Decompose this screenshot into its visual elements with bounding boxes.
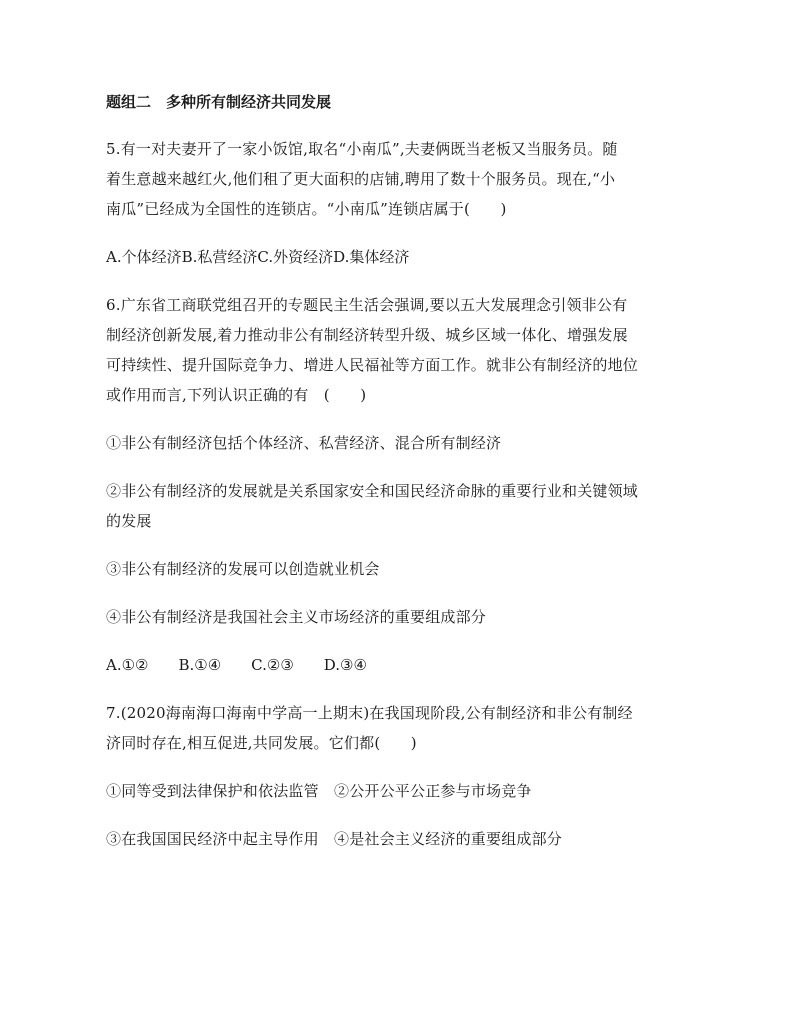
question-6-statement-1 bbox=[106, 428, 681, 458]
question-6-options: A.①② B.①④ C.②③ D.③④ bbox=[106, 656, 367, 674]
question-6-line-1: 6.广东省工商联党组召开的专题民主生活会强调,要以五大发展理念引领非公有 bbox=[106, 296, 628, 314]
question-6-statement-3 bbox=[106, 554, 681, 584]
question-7-line-1: 7.(2020海南海口海南中学高一上期末)在我国现阶段,公有制经济和非公有制经 bbox=[106, 704, 633, 722]
question-7-line-2: 济同时存在,相互促进,共同发展。它们都( ) bbox=[106, 734, 417, 752]
statement-line: ①非公有制经济包括个体经济、私营经济、混合所有制经济 bbox=[106, 434, 502, 452]
question-6-line-3: 可持续性、提升国际竞争力、增进人民福祉等方面工作。就非公有制经济的地位 bbox=[106, 356, 639, 374]
question-7-statements-row-2 bbox=[106, 824, 681, 854]
section-heading: 题组二 多种所有制经济共同发展 bbox=[106, 93, 332, 111]
question-6-stem bbox=[106, 290, 681, 410]
question-6-line-4: 或作用而言,下列认识正确的有 ( ) bbox=[106, 386, 367, 404]
question-6-statement-4 bbox=[106, 602, 681, 632]
worksheet-page bbox=[106, 88, 681, 872]
question-6-line-2: 制经济创新发展,着力推动非公有制经济转型升级、城乡区域一体化、增强发展 bbox=[106, 326, 628, 344]
question-5-line-1: 5.有一对夫妻开了一家小饭馆,取名“小南瓜”,夫妻俩既当老板又当服务员。随 bbox=[106, 140, 618, 158]
statement-line: 的发展 bbox=[106, 512, 152, 530]
statement-line: ①同等受到法律保护和依法监管 ②公开公平公正参与市场竞争 bbox=[106, 782, 532, 800]
statement-line: ③在我国国民经济中起主导作用 ④是社会主义经济的重要组成部分 bbox=[106, 830, 563, 848]
question-7-statements-row-1 bbox=[106, 776, 681, 806]
question-5-stem bbox=[106, 134, 681, 224]
question-6-statement-2 bbox=[106, 476, 681, 536]
statement-line: ④非公有制经济是我国社会主义市场经济的重要组成部分 bbox=[106, 608, 487, 626]
question-5-options: A.个体经济B.私营经济C.外资经济D.集体经济 bbox=[106, 248, 410, 266]
statement-line: ③非公有制经济的发展可以创造就业机会 bbox=[106, 560, 380, 578]
question-5-line-2: 着生意越来越红火,他们租了更大面积的店铺,聘用了数十个服务员。现在,“小 bbox=[106, 170, 616, 188]
statement-line: ②非公有制经济的发展就是关系国家安全和国民经济命脉的重要行业和关键领域 bbox=[106, 482, 639, 500]
question-5-line-3: 南瓜”已经成为全国性的连锁店。“小南瓜”连锁店属于( ) bbox=[106, 200, 507, 218]
question-7-stem bbox=[106, 698, 681, 758]
